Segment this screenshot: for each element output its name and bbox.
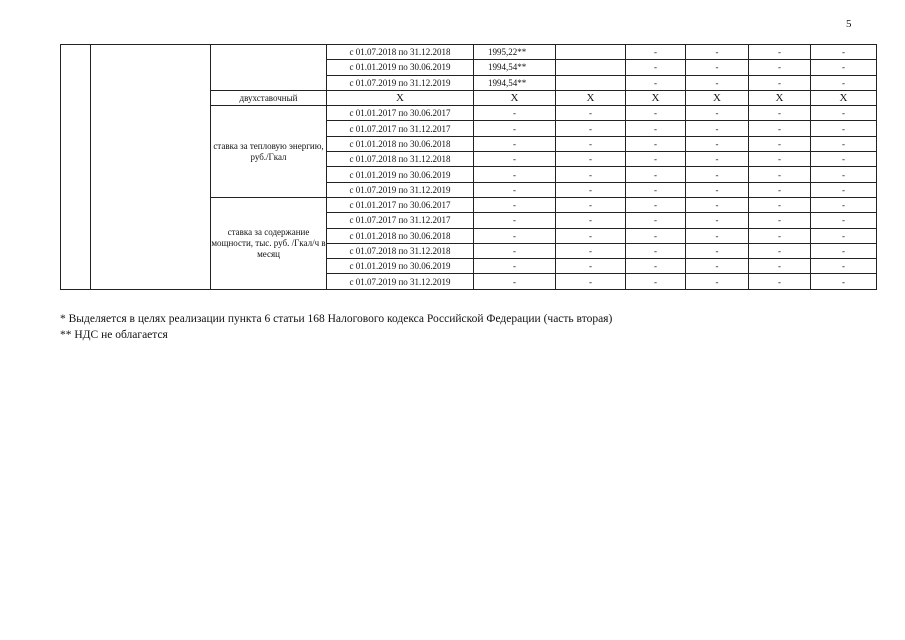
period-cell: с 01.01.2017 по 30.06.2017 [327,106,474,121]
value-cell: - [686,259,749,274]
label-mosch: ставка за содержание мощности, тыс. руб. /Гкал/ч в месяц [211,197,327,289]
value-cell: 1994,54** [474,75,556,90]
value-cell: - [626,228,686,243]
x-mark: Х [327,90,474,105]
value-cell: - [474,136,556,151]
x-mark: Х [474,90,556,105]
value-cell: - [811,45,877,60]
value-cell: - [811,182,877,197]
value-cell: - [556,213,626,228]
value-cell: - [749,182,811,197]
value-cell: - [686,274,749,289]
value-cell: - [811,167,877,182]
period-cell: с 01.07.2017 по 31.12.2017 [327,213,474,228]
value-cell: - [686,152,749,167]
value-cell: - [749,121,811,136]
value-cell: - [556,106,626,121]
value-cell: - [626,274,686,289]
value-cell: - [626,197,686,212]
x-mark: Х [556,90,626,105]
value-cell: - [474,243,556,258]
value-cell: - [749,259,811,274]
page-number: 5 [846,18,852,30]
value-cell: - [811,243,877,258]
value-cell: - [474,274,556,289]
value-cell: - [626,213,686,228]
value-cell: - [474,259,556,274]
label-dvukh: двухставочный [211,90,327,105]
value-cell: - [626,152,686,167]
blank-cell [61,45,91,290]
blank-cell [91,45,211,290]
value-cell: - [749,106,811,121]
period-cell: с 01.07.2018 по 31.12.2018 [327,45,474,60]
period-cell: с 01.01.2017 по 30.06.2017 [327,197,474,212]
footnotes [60,311,612,343]
value-cell: - [686,228,749,243]
value-cell: - [626,121,686,136]
value-cell [556,60,626,75]
value-cell: - [474,167,556,182]
value-cell: - [749,75,811,90]
value-cell: - [686,45,749,60]
table-row [61,45,877,60]
value-cell: - [749,167,811,182]
value-cell: - [626,167,686,182]
value-cell: - [749,197,811,212]
value-cell: - [811,228,877,243]
tariff-table [60,44,877,290]
value-cell: - [626,75,686,90]
value-cell: - [626,60,686,75]
value-cell: - [749,45,811,60]
value-cell: - [811,259,877,274]
value-cell: - [474,197,556,212]
value-cell: - [626,182,686,197]
value-cell: - [556,243,626,258]
blank-cell [211,45,327,91]
value-cell: - [749,60,811,75]
value-cell: - [686,213,749,228]
value-cell: 1994,54** [474,60,556,75]
value-cell: - [811,121,877,136]
footnote-vat-exempt: ** НДС не облагается [60,329,168,341]
label-teplo: ставка за тепловую энергию, руб./Гкал [211,106,327,198]
value-cell: - [811,213,877,228]
value-cell: - [749,274,811,289]
value-cell: - [811,274,877,289]
value-cell: - [811,197,877,212]
value-cell: - [749,152,811,167]
value-cell: - [626,243,686,258]
value-cell: - [686,60,749,75]
value-cell: - [811,75,877,90]
value-cell: - [686,121,749,136]
value-cell: - [556,259,626,274]
value-cell: - [749,228,811,243]
value-cell: - [626,136,686,151]
value-cell: - [556,197,626,212]
value-cell [556,75,626,90]
value-cell: - [474,152,556,167]
value-cell: - [556,228,626,243]
x-mark: Х [686,90,749,105]
value-cell: - [811,152,877,167]
value-cell: - [749,243,811,258]
x-mark: Х [626,90,686,105]
value-cell: - [474,106,556,121]
x-mark: Х [811,90,877,105]
value-cell: - [626,259,686,274]
value-cell: - [556,152,626,167]
value-cell: - [686,136,749,151]
value-cell [556,45,626,60]
value-cell: 1995,22** [474,45,556,60]
period-cell: с 01.07.2019 по 31.12.2019 [327,274,474,289]
value-cell: - [474,213,556,228]
value-cell: - [474,228,556,243]
value-cell: - [474,182,556,197]
value-cell: - [556,167,626,182]
value-cell: - [556,121,626,136]
period-cell: с 01.01.2018 по 30.06.2018 [327,228,474,243]
value-cell: - [686,243,749,258]
period-cell: с 01.07.2018 по 31.12.2018 [327,152,474,167]
value-cell: - [556,136,626,151]
value-cell: - [749,213,811,228]
x-mark: Х [749,90,811,105]
value-cell: - [556,274,626,289]
footnote-vat-purpose: * Выделяется в целях реализации пункта 6 статьи 168 Налогового кодекса Российской Федерации (часть вторая) [60,313,613,325]
value-cell: - [811,106,877,121]
period-cell: с 01.07.2017 по 31.12.2017 [327,121,474,136]
period-cell: с 01.01.2019 по 30.06.2019 [327,60,474,75]
period-cell: с 01.01.2019 по 30.06.2019 [327,259,474,274]
value-cell: - [686,75,749,90]
period-cell: с 01.01.2018 по 30.06.2018 [327,136,474,151]
value-cell: - [474,121,556,136]
value-cell: - [626,45,686,60]
value-cell: - [686,167,749,182]
value-cell: - [686,106,749,121]
period-cell: с 01.07.2019 по 31.12.2019 [327,182,474,197]
period-cell: с 01.01.2019 по 30.06.2019 [327,167,474,182]
value-cell: - [811,60,877,75]
value-cell: - [686,182,749,197]
period-cell: с 01.07.2019 по 31.12.2019 [327,75,474,90]
period-cell: с 01.07.2018 по 31.12.2018 [327,243,474,258]
value-cell: - [811,136,877,151]
value-cell: - [556,182,626,197]
value-cell: - [749,136,811,151]
value-cell: - [686,197,749,212]
value-cell: - [626,106,686,121]
